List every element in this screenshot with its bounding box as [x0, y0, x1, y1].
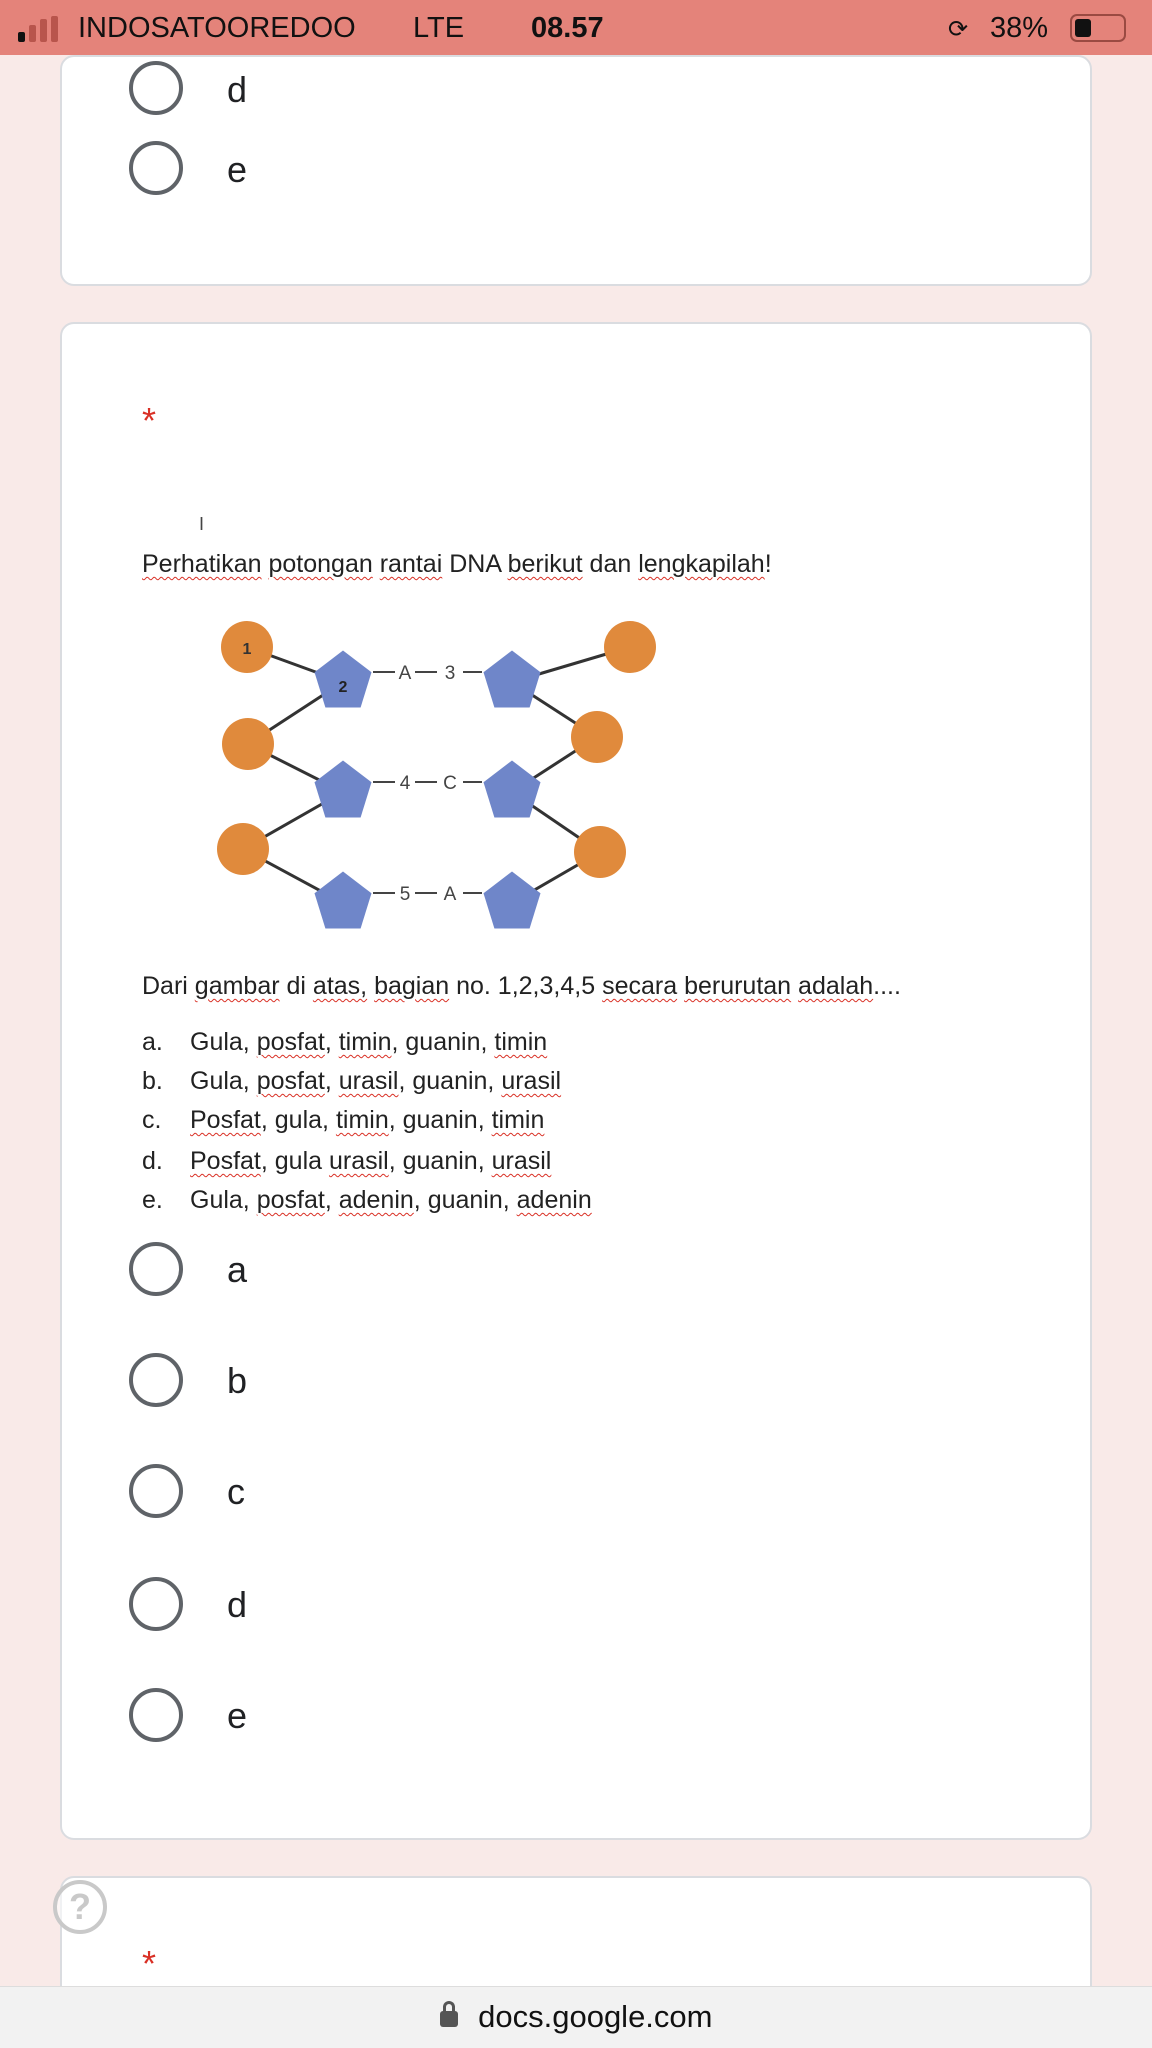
- misspelled-word: posfat: [256, 1067, 325, 1095]
- option-label-a: a: [227, 1249, 248, 1290]
- choice-letter: e.: [142, 1186, 163, 1214]
- sugar-pentagon: [484, 872, 541, 929]
- radio-option-c[interactable]: [129, 1464, 183, 1518]
- text-segment: , guanin,: [388, 1147, 492, 1175]
- text-segment: ....: [873, 972, 901, 1000]
- misspelled-word: atas,: [312, 972, 368, 1000]
- text-segment: ,: [324, 1186, 339, 1214]
- misspelled-word: timin: [335, 1106, 389, 1134]
- text-segment: , guanin,: [391, 1028, 495, 1056]
- text-segment: Gula,: [190, 1028, 257, 1056]
- misspelled-word: secara: [602, 972, 678, 1000]
- base-label: A: [398, 663, 412, 684]
- text-segment: di: [279, 972, 313, 1000]
- sugar-pentagon: [484, 651, 541, 708]
- base-label: 3: [444, 663, 456, 684]
- misspelled-word: rantai: [379, 550, 443, 578]
- option-label-c: c: [227, 1471, 245, 1512]
- dna-diagram: [0, 0, 1152, 1000]
- lock-icon: [440, 2011, 458, 2027]
- misspelled-word: adalah: [798, 972, 874, 1000]
- misspelled-word: adenin: [338, 1186, 414, 1214]
- text-segment: dan: [582, 550, 639, 578]
- help-icon[interactable]: ?: [53, 1880, 107, 1934]
- misspelled-word: berikut: [507, 550, 583, 578]
- choice-letter: b.: [142, 1067, 163, 1095]
- required-asterisk: *: [142, 400, 157, 441]
- misspelled-word: urasil: [338, 1067, 399, 1095]
- radio-option-d[interactable]: [129, 1577, 183, 1631]
- choice-text: [190, 1106, 544, 1135]
- misspelled-word: berurutan: [684, 972, 792, 1000]
- base-label: 5: [399, 884, 411, 905]
- choice-text: [190, 1067, 561, 1096]
- base-label: C: [443, 773, 457, 794]
- misspelled-word: bagian: [374, 972, 450, 1000]
- text-segment: , guanin,: [398, 1067, 502, 1095]
- text-segment: no. 1,2,3,4,5: [449, 972, 603, 1000]
- option-label-d: d: [227, 69, 248, 110]
- phosphate-circle: [571, 711, 623, 763]
- text-segment: !: [764, 550, 772, 578]
- answer-choice-e: [142, 1186, 842, 1218]
- phosphate-circle: [222, 718, 274, 770]
- phosphate-label: 1: [242, 641, 252, 658]
- sugar-pentagon: [484, 761, 541, 818]
- text-segment: , guanin,: [413, 1186, 517, 1214]
- misspelled-word: Posfat: [190, 1106, 261, 1134]
- text-segment: Gula,: [190, 1067, 257, 1095]
- text-segment: , gula: [260, 1147, 329, 1175]
- text-segment: , gula,: [260, 1106, 336, 1134]
- radio-option-a[interactable]: [129, 1242, 183, 1296]
- text-segment: Gula,: [190, 1186, 257, 1214]
- phosphate-circle: [574, 826, 626, 878]
- misspelled-word: Perhatikan: [142, 550, 262, 578]
- choice-text: [190, 1147, 551, 1176]
- sugar-label: 2: [338, 679, 348, 696]
- misspelled-word: gambar: [194, 972, 280, 1000]
- choice-text: [190, 1028, 547, 1057]
- text-cursor: I: [199, 514, 205, 534]
- text-segment: Dari: [142, 972, 195, 1000]
- radio-option-e[interactable]: [129, 1688, 183, 1742]
- misspelled-word: adenin: [516, 1186, 592, 1214]
- battery-percent: 38%: [990, 12, 1049, 44]
- carrier: INDOSATOOREDOO: [78, 12, 356, 44]
- sugar-pentagon: [315, 872, 372, 929]
- answer-choice-a: [142, 1028, 842, 1060]
- answer-choice-c: [142, 1106, 842, 1138]
- choice-letter: d.: [142, 1147, 163, 1175]
- required-asterisk: *: [142, 1943, 157, 1984]
- option-label-e: e: [227, 1695, 248, 1736]
- misspelled-word: potongan: [268, 550, 373, 578]
- phosphate-circle: [604, 621, 656, 673]
- choice-text: [190, 1186, 592, 1215]
- network-type: LTE: [413, 12, 465, 44]
- misspelled-word: posfat: [256, 1028, 325, 1056]
- misspelled-word: timin: [494, 1028, 548, 1056]
- choice-letter: a.: [142, 1028, 163, 1056]
- text-segment: , guanin,: [388, 1106, 492, 1134]
- battery-icon: [1070, 14, 1126, 42]
- misspelled-word: lengkapilah: [638, 550, 765, 578]
- url-bar[interactable]: [0, 1986, 1152, 2048]
- clock: 08.57: [531, 12, 604, 44]
- misspelled-word: Posfat: [190, 1147, 261, 1175]
- url-text: docs.google.com: [478, 1999, 713, 2034]
- misspelled-word: posfat: [256, 1186, 325, 1214]
- option-label-e: e: [227, 149, 248, 190]
- status-bar: [0, 0, 1152, 55]
- text-segment: ,: [324, 1028, 339, 1056]
- misspelled-word: urasil: [328, 1147, 389, 1175]
- phosphate-circle: [217, 823, 269, 875]
- misspelled-word: timin: [491, 1106, 545, 1134]
- answer-choice-b: [142, 1067, 842, 1099]
- base-label: 4: [399, 773, 411, 794]
- rotation-lock-icon: ⟳: [948, 16, 969, 43]
- text-segment: ,: [324, 1067, 339, 1095]
- misspelled-word: urasil: [491, 1147, 552, 1175]
- misspelled-word: timin: [338, 1028, 392, 1056]
- misspelled-word: urasil: [501, 1067, 562, 1095]
- option-label-d: d: [227, 1584, 248, 1625]
- text-segment: DNA: [442, 550, 508, 578]
- choice-letter: c.: [142, 1106, 162, 1134]
- answer-choice-d: [142, 1147, 842, 1179]
- option-label-b: b: [227, 1360, 248, 1401]
- radio-option-b[interactable]: [129, 1353, 183, 1407]
- signal-icon: [18, 16, 62, 42]
- base-label: A: [443, 884, 457, 905]
- sugar-pentagon: [315, 761, 372, 818]
